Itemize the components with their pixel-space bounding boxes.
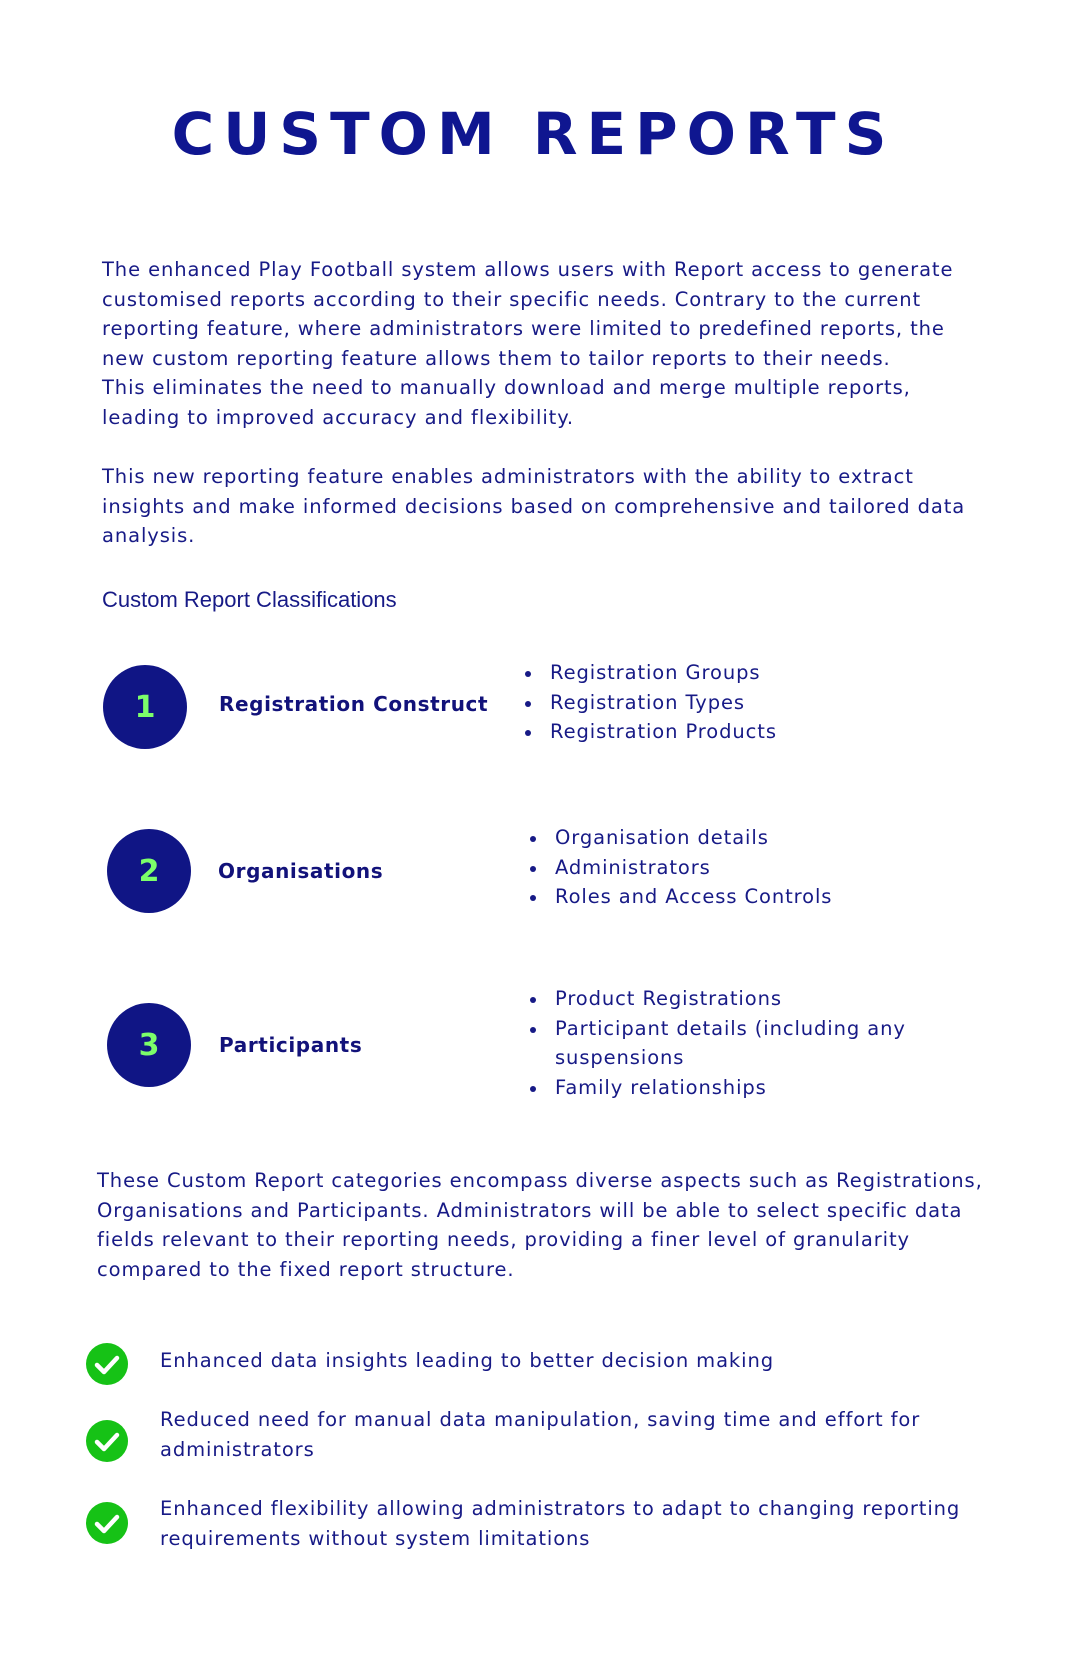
category-bullets-2 [527, 823, 832, 912]
list-item: Family relationships [527, 1073, 927, 1103]
page-title: CUSTOM REPORTS [171, 100, 896, 168]
text-line: This new reporting feature enables administrators with the ability to extract [102, 465, 914, 488]
classifications-heading: Custom Report Classifications [102, 587, 397, 612]
text-line: administrators [160, 1437, 315, 1461]
badge-number: 2 [138, 853, 160, 889]
number-badge-1 [103, 665, 187, 749]
check-circle-icon [86, 1420, 128, 1462]
text-line: Enhanced data insights leading to better decision making [160, 1349, 774, 1372]
list-item: Product Registrations [527, 984, 927, 1014]
text-line: Enhanced flexibility allowing administrators to adapt to changing reporting [160, 1497, 961, 1520]
number-badge-2 [107, 829, 191, 913]
list-item: Participant details (including any suspensions [527, 1014, 927, 1073]
text-line: requirements without system limitations [160, 1526, 591, 1550]
category-label-organisations: Organisations [218, 859, 384, 883]
check-circle-icon [86, 1502, 128, 1544]
list-item: Registration Products [522, 717, 777, 747]
text-line: analysis. [102, 524, 196, 547]
list-item: Registration Types [522, 688, 777, 718]
benefit-item-2 [160, 1405, 1000, 1464]
benefit-item-1 [160, 1346, 1000, 1376]
list-item: Roles and Access Controls [527, 882, 832, 912]
text-line: fields relevant to their reporting needs, providing a finer level of granularity [97, 1228, 910, 1251]
category-bullets-3 [527, 984, 927, 1102]
text-line: leading to improved accuracy and flexibility. [102, 405, 574, 429]
list-item: Registration Groups [522, 658, 777, 688]
badge-number: 1 [134, 689, 156, 725]
category-bullets-1 [522, 658, 777, 747]
summary-paragraph [97, 1166, 1027, 1284]
number-badge-3 [107, 1003, 191, 1087]
text-line: compared to the fixed report structure. [97, 1257, 515, 1281]
text-line: Reduced need for manual data manipulation, saving time and effort for [160, 1408, 921, 1431]
text-line: reporting feature, where administrators were limited to predefined reports, the [102, 317, 945, 340]
text-line: This eliminates the need to manually download and merge multiple reports, [102, 376, 911, 399]
intro-paragraph-1 [102, 255, 1002, 432]
badge-number: 3 [138, 1027, 160, 1063]
list-item: Administrators [527, 853, 832, 883]
benefit-item-3 [160, 1494, 1000, 1553]
category-label-registration-construct: Registration Construct [219, 692, 489, 716]
category-label-participants: Participants [219, 1033, 363, 1057]
text-line: new custom reporting feature allows them to tailor reports to their needs. [102, 346, 891, 370]
check-circle-icon [86, 1343, 128, 1385]
text-line: Organisations and Participants. Administrators will be able to select specific data [97, 1198, 963, 1222]
text-line: insights and make informed decisions based on comprehensive and tailored data [102, 494, 966, 518]
text-line: customised reports according to their specific needs. Contrary to the current [102, 287, 922, 311]
text-line: The enhanced Play Football system allows users with Report access to generate [102, 258, 954, 281]
intro-paragraph-2 [102, 462, 1002, 551]
text-line: These Custom Report categories encompass diverse aspects such as Registrations, [97, 1169, 983, 1192]
list-item: Organisation details [527, 823, 832, 853]
